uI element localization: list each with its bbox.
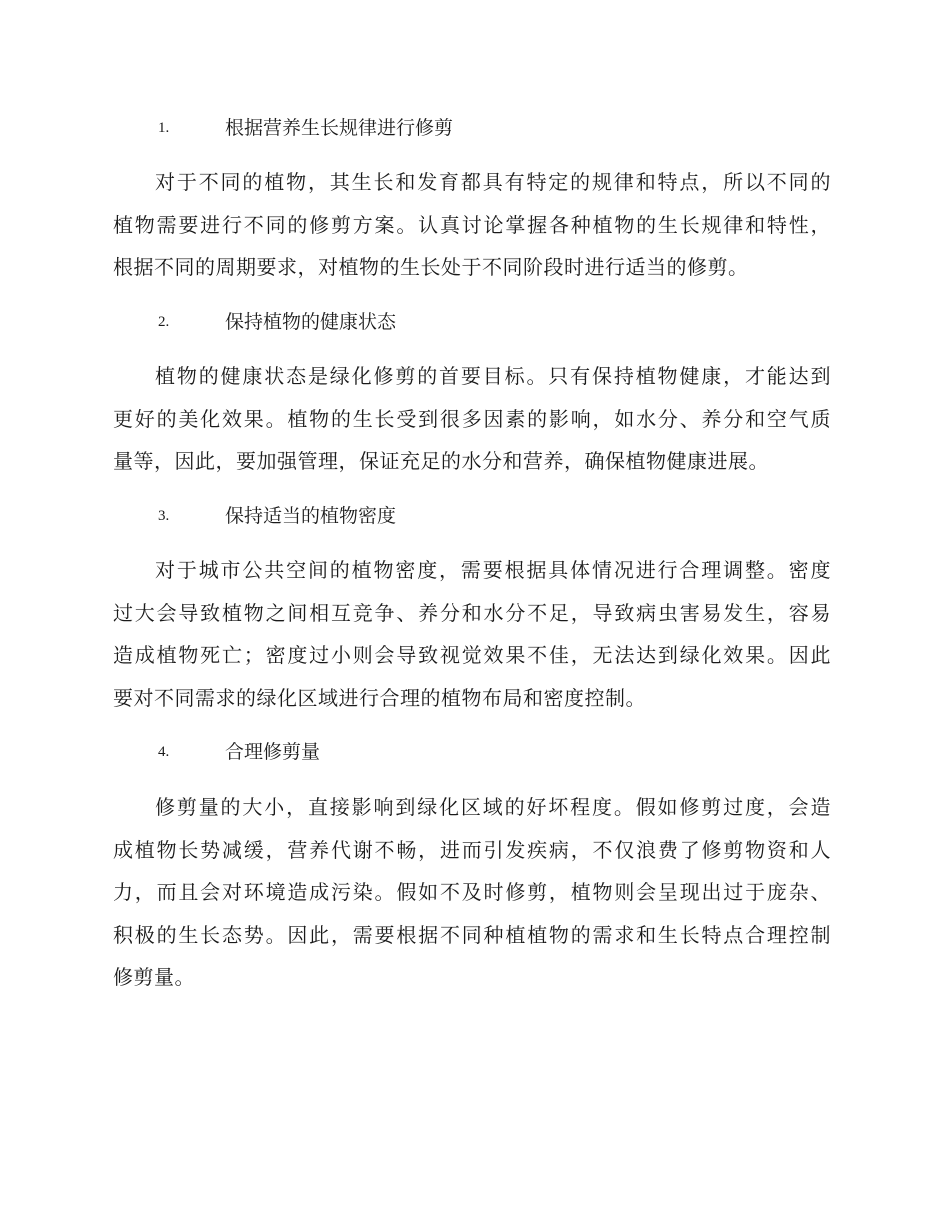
paragraph-line: 过大会导致植物之间相互竞争、养分和水分不足，导致病虫害易发生，容易 <box>113 600 831 625</box>
section-4-paragraph <box>113 786 831 999</box>
section-2-paragraph <box>113 355 831 483</box>
paragraph-line: 造成植物死亡；密度过小则会导致视觉效果不佳，无法达到绿化效果。因此 <box>113 643 831 667</box>
paragraph-line: 根据不同的周期要求，对植物的生长处于不同阶段时进行适当的修剪。 <box>113 255 749 279</box>
paragraph-line: 修剪量的大小，直接影响到绿化区域的好坏程度。假如修剪过度，会造 <box>155 795 831 819</box>
section-number: 2. <box>158 314 170 330</box>
section-title: 保持植物的健康状态 <box>225 311 397 333</box>
section-title: 根据营养生长规律进行修剪 <box>225 117 454 139</box>
paragraph-line: 更好的美化效果。植物的生长受到很多因素的影响，如水分、养分和空气质 <box>113 406 831 431</box>
section-number: 1. <box>158 120 170 136</box>
paragraph-line: 积极的生长态势。因此，需要根据不同种植植物的需求和生长特点合理控制 <box>113 922 831 947</box>
section-title: 保持适当的植物密度 <box>225 505 397 527</box>
section-number: 3. <box>158 508 170 524</box>
paragraph-line: 对于不同的植物，其生长和发育都具有特定的规律和特点，所以不同的 <box>155 170 831 194</box>
paragraph-line: 对于城市公共空间的植物密度，需要根据具体情况进行合理调整。密度 <box>155 558 831 582</box>
section-number: 4. <box>158 744 170 760</box>
paragraph-line: 力，而且会对环境造成污染。假如不及时修剪，植物则会呈现出过于庞杂、 <box>113 880 831 904</box>
section-1-paragraph <box>113 161 831 289</box>
section-title: 合理修剪量 <box>225 741 321 763</box>
paragraph-line: 成植物长势减缓，营养代谢不畅，进而引发疾病，不仅浪费了修剪物资和人 <box>113 837 831 862</box>
section-3-paragraph <box>113 549 831 719</box>
paragraph-line: 植物的健康状态是绿化修剪的首要目标。只有保持植物健康，才能达到 <box>155 364 831 388</box>
paragraph-line: 量等，因此，要加强管理，保证充足的水分和营养，确保植物健康进展。 <box>113 449 769 473</box>
paragraph-line: 修剪量。 <box>113 965 195 989</box>
paragraph-line: 要对不同需求的绿化区域进行合理的植物布局和密度控制。 <box>113 685 646 710</box>
paragraph-line: 植物需要进行不同的修剪方案。认真讨论掌握各种植物的生长规律和特性， <box>113 212 831 237</box>
